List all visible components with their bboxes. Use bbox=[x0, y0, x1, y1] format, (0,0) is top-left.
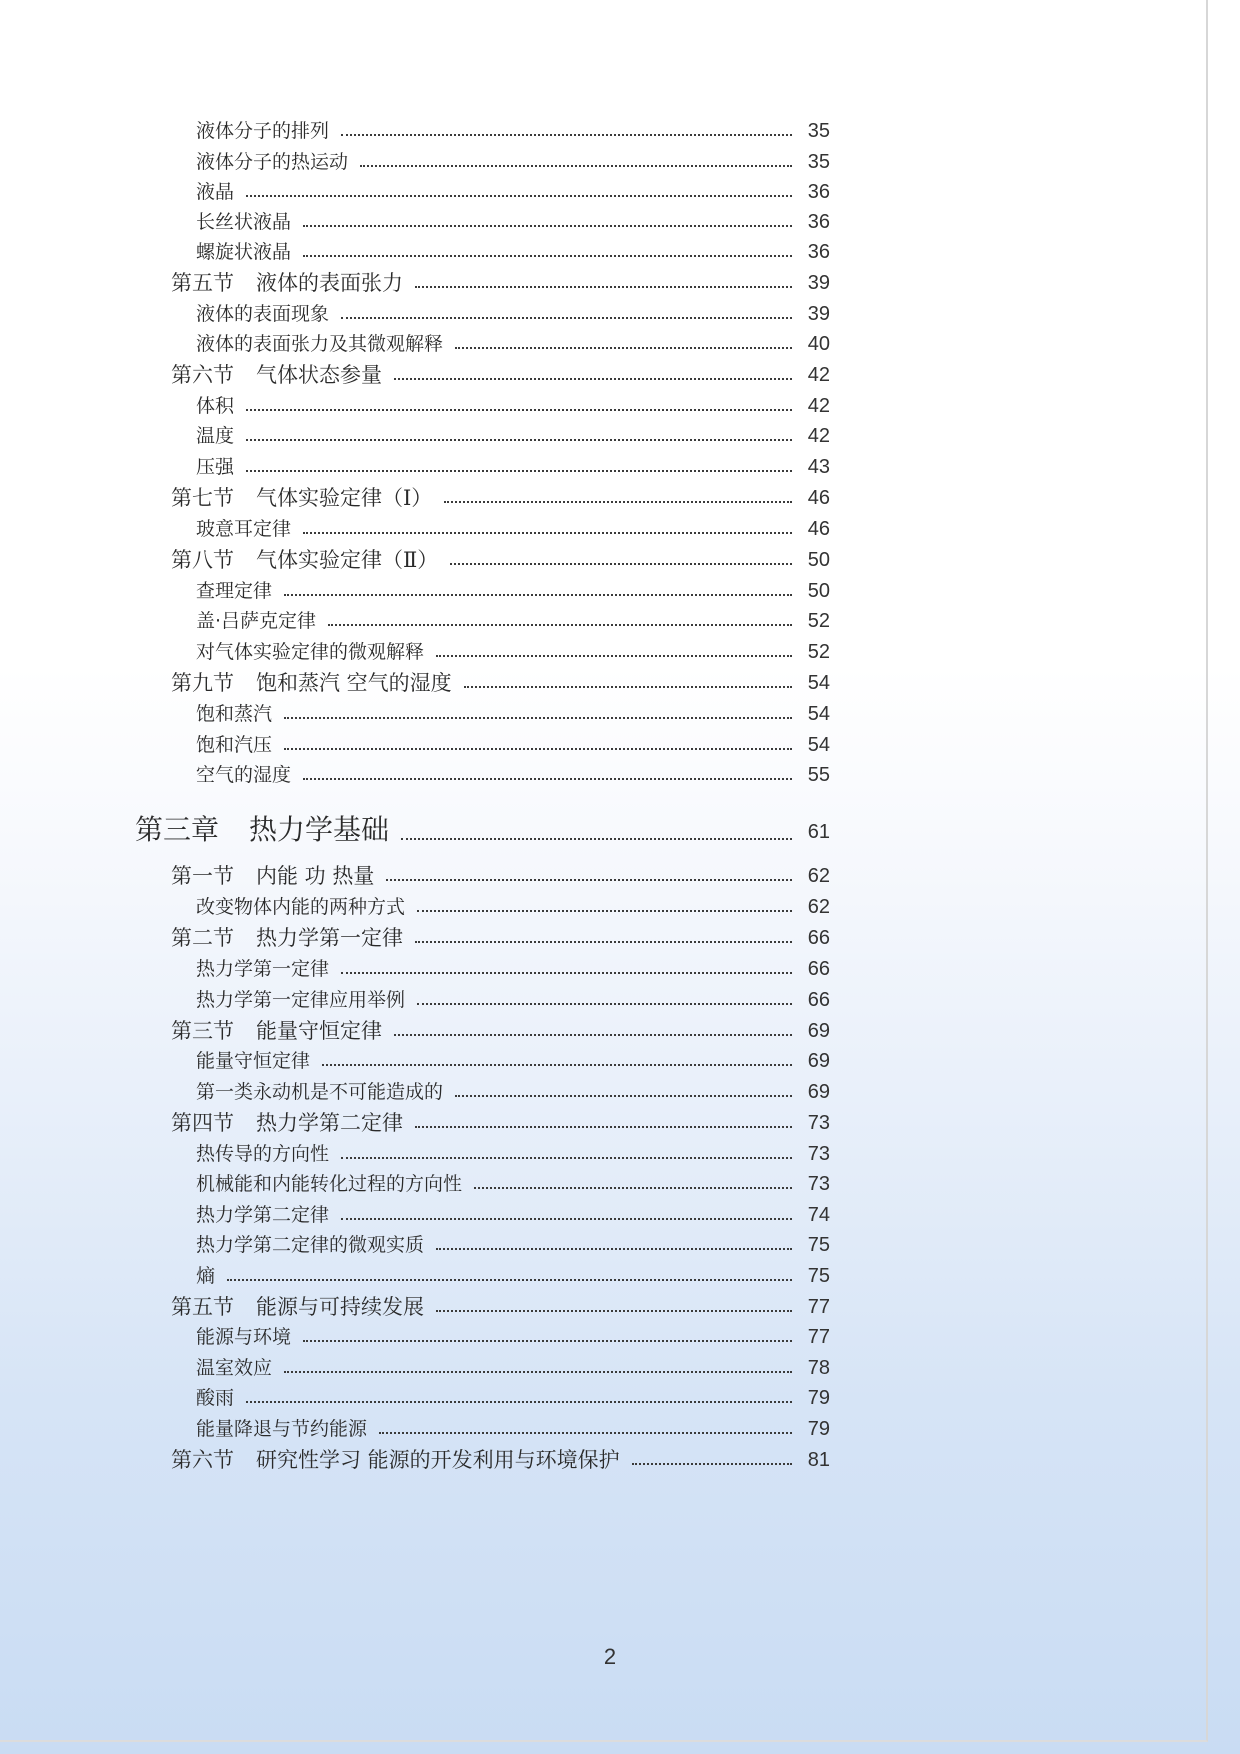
toc-page-number: 74 bbox=[807, 1204, 830, 1226]
toc-title bbox=[196, 1322, 291, 1352]
toc-title bbox=[171, 1016, 382, 1046]
toc-entry-row bbox=[0, 147, 1240, 177]
toc-title-text: 热力学第一定律 bbox=[196, 958, 330, 980]
toc-entry-row bbox=[0, 985, 1240, 1015]
toc-section-row bbox=[0, 360, 1240, 390]
toc-page-number: 54 bbox=[807, 703, 830, 725]
toc-section-row bbox=[0, 861, 1240, 891]
toc-page-number: 43 bbox=[807, 456, 830, 478]
section-number: 第二节 bbox=[171, 926, 234, 950]
dot-leader bbox=[246, 1401, 792, 1403]
toc-section-row bbox=[0, 1016, 1240, 1046]
toc-title-text: 体积 bbox=[196, 395, 235, 417]
toc-page-number: 77 bbox=[807, 1326, 830, 1348]
toc-entry-row bbox=[0, 1200, 1240, 1230]
toc-title bbox=[196, 1077, 443, 1107]
section-number: 第八节 bbox=[171, 548, 234, 572]
toc-page-number: 50 bbox=[807, 580, 830, 602]
dot-leader bbox=[415, 286, 792, 288]
toc-title-text: 热力学第一定律 bbox=[256, 926, 403, 950]
page-number: 2 bbox=[603, 1644, 617, 1669]
section-number: 第五节 bbox=[171, 271, 234, 295]
toc-title bbox=[196, 391, 234, 421]
toc-page-number: 62 bbox=[807, 896, 830, 918]
toc-entry-row bbox=[0, 576, 1240, 606]
toc-title-text: 机械能和内能转化过程的方向性 bbox=[196, 1173, 463, 1195]
dot-leader bbox=[303, 1340, 792, 1342]
dot-leader bbox=[455, 347, 792, 349]
toc-entry-row bbox=[0, 116, 1240, 146]
toc-entry-row bbox=[0, 1077, 1240, 1107]
dot-leader bbox=[303, 778, 792, 780]
toc-section-row bbox=[0, 668, 1240, 698]
dot-leader bbox=[455, 1095, 792, 1097]
toc-entry-row bbox=[0, 1169, 1240, 1199]
dot-leader bbox=[417, 1003, 792, 1005]
toc-title-text: 对气体实验定律的微观解释 bbox=[196, 641, 425, 663]
toc-title bbox=[196, 985, 405, 1015]
toc-page-number: 73 bbox=[807, 1143, 830, 1165]
toc-title bbox=[135, 810, 389, 850]
toc-page-number: 42 bbox=[807, 425, 830, 447]
toc-title bbox=[171, 1108, 403, 1138]
toc-section-row bbox=[0, 923, 1240, 953]
toc-title bbox=[196, 452, 234, 482]
dot-leader bbox=[436, 1310, 792, 1312]
toc-title-text: 能源与环境 bbox=[196, 1326, 292, 1348]
toc-page-number: 36 bbox=[807, 211, 830, 233]
toc-entry-row bbox=[0, 760, 1240, 790]
toc-entry-row bbox=[0, 452, 1240, 482]
toc-page-number: 79 bbox=[807, 1418, 830, 1440]
dot-leader bbox=[341, 1218, 792, 1220]
toc-page-number: 42 bbox=[807, 364, 830, 386]
toc-title-text: 饱和蒸汽 bbox=[196, 703, 273, 725]
toc-title bbox=[171, 923, 403, 953]
toc-title bbox=[196, 207, 291, 237]
toc-title bbox=[171, 483, 432, 513]
toc-title-text: 能量降退与节约能源 bbox=[196, 1418, 368, 1440]
toc-entry-row bbox=[0, 1230, 1240, 1260]
toc-section-row bbox=[0, 1108, 1240, 1138]
toc-entry-row bbox=[0, 177, 1240, 207]
toc-title bbox=[171, 268, 403, 298]
toc-title-text: 压强 bbox=[196, 456, 235, 478]
dot-leader bbox=[417, 910, 792, 912]
toc-chapter-row bbox=[0, 810, 1240, 850]
toc-title-text: 饱和蒸汽 空气的湿度 bbox=[256, 671, 452, 695]
toc-title-text: 热力学第一定律应用举例 bbox=[196, 989, 406, 1011]
toc-title-text: 液晶 bbox=[196, 181, 235, 203]
toc-title bbox=[171, 360, 382, 390]
toc-title bbox=[171, 1292, 424, 1322]
toc-title bbox=[196, 299, 329, 329]
section-number: 第七节 bbox=[171, 486, 234, 510]
toc-title-text: 空气的湿度 bbox=[196, 764, 292, 786]
chapter-number: 第三章 bbox=[135, 813, 220, 846]
dot-leader bbox=[444, 501, 792, 503]
dot-leader bbox=[303, 255, 792, 257]
dot-leader bbox=[322, 1064, 792, 1066]
toc-page-number: 52 bbox=[807, 610, 830, 632]
dot-leader bbox=[303, 532, 792, 534]
toc-entry-row bbox=[0, 606, 1240, 636]
toc-title bbox=[196, 699, 272, 729]
toc-title bbox=[171, 861, 374, 891]
toc-page-number: 62 bbox=[807, 865, 830, 887]
toc-title-text: 长丝状液晶 bbox=[196, 211, 292, 233]
toc-page-number: 75 bbox=[807, 1234, 830, 1256]
toc-title bbox=[196, 1261, 215, 1291]
toc-entry-row bbox=[0, 391, 1240, 421]
section-number: 第一节 bbox=[171, 864, 234, 888]
toc-section-row bbox=[0, 1292, 1240, 1322]
toc-entry-row bbox=[0, 954, 1240, 984]
dot-leader bbox=[436, 1248, 792, 1250]
section-number: 第四节 bbox=[171, 1111, 234, 1135]
dot-leader bbox=[303, 225, 792, 227]
dot-leader bbox=[360, 165, 792, 167]
toc-page-number: 79 bbox=[807, 1387, 830, 1409]
toc-title bbox=[196, 514, 291, 544]
dot-leader bbox=[284, 594, 792, 596]
dot-leader bbox=[436, 655, 792, 657]
section-number: 第六节 bbox=[171, 1448, 234, 1472]
toc-title-text: 熵 bbox=[196, 1265, 216, 1287]
toc-title bbox=[196, 760, 291, 790]
toc-entry-row bbox=[0, 421, 1240, 451]
toc-page-number: 36 bbox=[807, 241, 830, 263]
toc-section-row bbox=[0, 268, 1240, 298]
toc-title-text: 能量守恒定律 bbox=[196, 1050, 311, 1072]
dot-leader bbox=[415, 941, 792, 943]
toc-entry-row bbox=[0, 730, 1240, 760]
section-number: 第五节 bbox=[171, 1295, 234, 1319]
toc-title bbox=[196, 954, 329, 984]
toc-entry-row bbox=[0, 237, 1240, 267]
toc-title-text: 液体分子的热运动 bbox=[196, 151, 349, 173]
toc-page-number: 66 bbox=[807, 927, 830, 949]
toc-title bbox=[196, 1046, 310, 1076]
toc-title bbox=[196, 1383, 234, 1413]
toc-title-text: 盖·吕萨克定律 bbox=[196, 610, 317, 632]
dot-leader bbox=[246, 439, 792, 441]
toc-entry-row bbox=[0, 699, 1240, 729]
toc-title-text: 饱和汽压 bbox=[196, 734, 273, 756]
toc-title bbox=[171, 1445, 620, 1475]
dot-leader bbox=[246, 409, 792, 411]
toc-title-text: 液体的表面张力及其微观解释 bbox=[196, 333, 444, 355]
dot-leader bbox=[284, 1371, 792, 1373]
toc-title bbox=[196, 329, 443, 359]
toc-title bbox=[196, 1353, 272, 1383]
toc-title-text: 玻意耳定律 bbox=[196, 518, 292, 540]
toc-title-text: 改变物体内能的两种方式 bbox=[196, 896, 406, 918]
toc-title-text: 热力学第二定律 bbox=[256, 1111, 403, 1135]
toc-title-text: 气体实验定律（Ⅱ） bbox=[256, 548, 439, 572]
toc-page-number: 77 bbox=[807, 1296, 830, 1318]
toc-page-number: 46 bbox=[807, 487, 830, 509]
dot-leader bbox=[401, 838, 792, 840]
toc-entry-row bbox=[0, 514, 1240, 544]
toc-page-number: 35 bbox=[807, 151, 830, 173]
toc-entry-row bbox=[0, 1322, 1240, 1352]
toc-title bbox=[196, 730, 272, 760]
toc-title bbox=[196, 116, 329, 146]
toc-section-row bbox=[0, 545, 1240, 575]
toc-title bbox=[196, 1169, 462, 1199]
toc-title-text: 研究性学习 能源的开发利用与环境保护 bbox=[256, 1448, 620, 1472]
toc-title-text: 能量守恒定律 bbox=[256, 1019, 382, 1043]
toc-title bbox=[196, 576, 272, 606]
toc-title-text: 热力学第二定律的微观实质 bbox=[196, 1234, 425, 1256]
toc-page-number: 73 bbox=[807, 1173, 830, 1195]
toc-page-number: 39 bbox=[807, 303, 830, 325]
toc-title bbox=[196, 177, 234, 207]
toc-title bbox=[196, 237, 291, 267]
dot-leader bbox=[341, 1157, 792, 1159]
toc-page-number: 54 bbox=[807, 734, 830, 756]
toc-page-number: 69 bbox=[807, 1081, 830, 1103]
toc-section-row bbox=[0, 1445, 1240, 1475]
toc-page-number: 46 bbox=[807, 518, 830, 540]
dot-leader bbox=[341, 317, 792, 319]
dot-leader bbox=[450, 563, 792, 565]
toc-page-number: 61 bbox=[807, 821, 830, 843]
toc-title bbox=[196, 1139, 329, 1169]
toc-entry-row bbox=[0, 299, 1240, 329]
toc-page-number: 50 bbox=[807, 549, 830, 571]
toc-title-text: 热力学第二定律 bbox=[196, 1204, 330, 1226]
toc-page-number: 42 bbox=[807, 395, 830, 417]
dot-leader bbox=[341, 134, 792, 136]
toc-entry-row bbox=[0, 1139, 1240, 1169]
toc-title-text: 液体的表面现象 bbox=[196, 303, 330, 325]
toc-page-number: 39 bbox=[807, 272, 830, 294]
toc-page-number: 73 bbox=[807, 1112, 830, 1134]
dot-leader bbox=[227, 1279, 792, 1281]
toc-title bbox=[196, 637, 424, 667]
toc-page-number: 78 bbox=[807, 1357, 830, 1379]
toc-page-number: 75 bbox=[807, 1265, 830, 1287]
dot-leader bbox=[386, 879, 792, 881]
dot-leader bbox=[341, 972, 792, 974]
toc-page-number: 66 bbox=[807, 989, 830, 1011]
toc-title-text: 第一类永动机是不可能造成的 bbox=[196, 1081, 444, 1103]
toc-page-number: 35 bbox=[807, 120, 830, 142]
dot-leader bbox=[394, 1034, 792, 1036]
toc-title-text: 液体分子的排列 bbox=[196, 120, 330, 142]
toc-title-text: 查理定律 bbox=[196, 580, 273, 602]
toc-page-number: 36 bbox=[807, 181, 830, 203]
toc-entry-row bbox=[0, 207, 1240, 237]
dot-leader bbox=[464, 686, 792, 688]
toc-entry-row bbox=[0, 329, 1240, 359]
toc-title-text: 螺旋状液晶 bbox=[196, 241, 292, 263]
toc-section-row bbox=[0, 483, 1240, 513]
toc-entry-row bbox=[0, 1046, 1240, 1076]
toc-title-text: 温室效应 bbox=[196, 1357, 273, 1379]
dot-leader bbox=[328, 624, 792, 626]
toc-entry-row bbox=[0, 1383, 1240, 1413]
toc-title-text: 热传导的方向性 bbox=[196, 1143, 330, 1165]
toc-entry-row bbox=[0, 1261, 1240, 1291]
toc-title-text: 气体实验定律（Ⅰ） bbox=[256, 486, 433, 510]
toc-title-text: 液体的表面张力 bbox=[256, 271, 403, 295]
toc-title bbox=[196, 606, 316, 636]
toc-entry-row bbox=[0, 892, 1240, 922]
toc-title-text: 内能 功 热量 bbox=[256, 864, 375, 888]
toc-title bbox=[196, 421, 234, 451]
toc-entry-row bbox=[0, 1414, 1240, 1444]
toc-page-number: 40 bbox=[807, 333, 830, 355]
toc-page-number: 69 bbox=[807, 1050, 830, 1072]
toc-title bbox=[196, 147, 348, 177]
toc-title-text: 气体状态参量 bbox=[256, 363, 382, 387]
section-number: 第六节 bbox=[171, 363, 234, 387]
toc-page-number: 69 bbox=[807, 1020, 830, 1042]
dot-leader bbox=[284, 717, 792, 719]
toc-title bbox=[196, 1414, 367, 1444]
toc-entry-row bbox=[0, 637, 1240, 667]
toc-page-number: 81 bbox=[807, 1449, 830, 1471]
dot-leader bbox=[246, 195, 792, 197]
dot-leader bbox=[394, 378, 792, 380]
section-number: 第三节 bbox=[171, 1019, 234, 1043]
toc-page-number: 66 bbox=[807, 958, 830, 980]
toc-title-text: 酸雨 bbox=[196, 1387, 235, 1409]
toc-entry-row bbox=[0, 1353, 1240, 1383]
dot-leader bbox=[246, 470, 792, 472]
dot-leader bbox=[379, 1432, 792, 1434]
dot-leader bbox=[632, 1463, 792, 1465]
toc-page-number: 54 bbox=[807, 672, 830, 694]
toc-title bbox=[196, 1200, 329, 1230]
toc-page-number: 52 bbox=[807, 641, 830, 663]
toc-page-number: 55 bbox=[807, 764, 830, 786]
toc-title-text: 热力学基础 bbox=[249, 813, 390, 846]
toc-title-text: 能源与可持续发展 bbox=[256, 1295, 424, 1319]
dot-leader bbox=[415, 1126, 792, 1128]
toc-title bbox=[171, 668, 452, 698]
toc-title-text: 温度 bbox=[196, 425, 235, 447]
dot-leader bbox=[284, 748, 792, 750]
section-number: 第九节 bbox=[171, 671, 234, 695]
toc-title bbox=[196, 1230, 424, 1260]
dot-leader bbox=[474, 1187, 792, 1189]
toc-title bbox=[171, 545, 438, 575]
toc-title bbox=[196, 892, 405, 922]
